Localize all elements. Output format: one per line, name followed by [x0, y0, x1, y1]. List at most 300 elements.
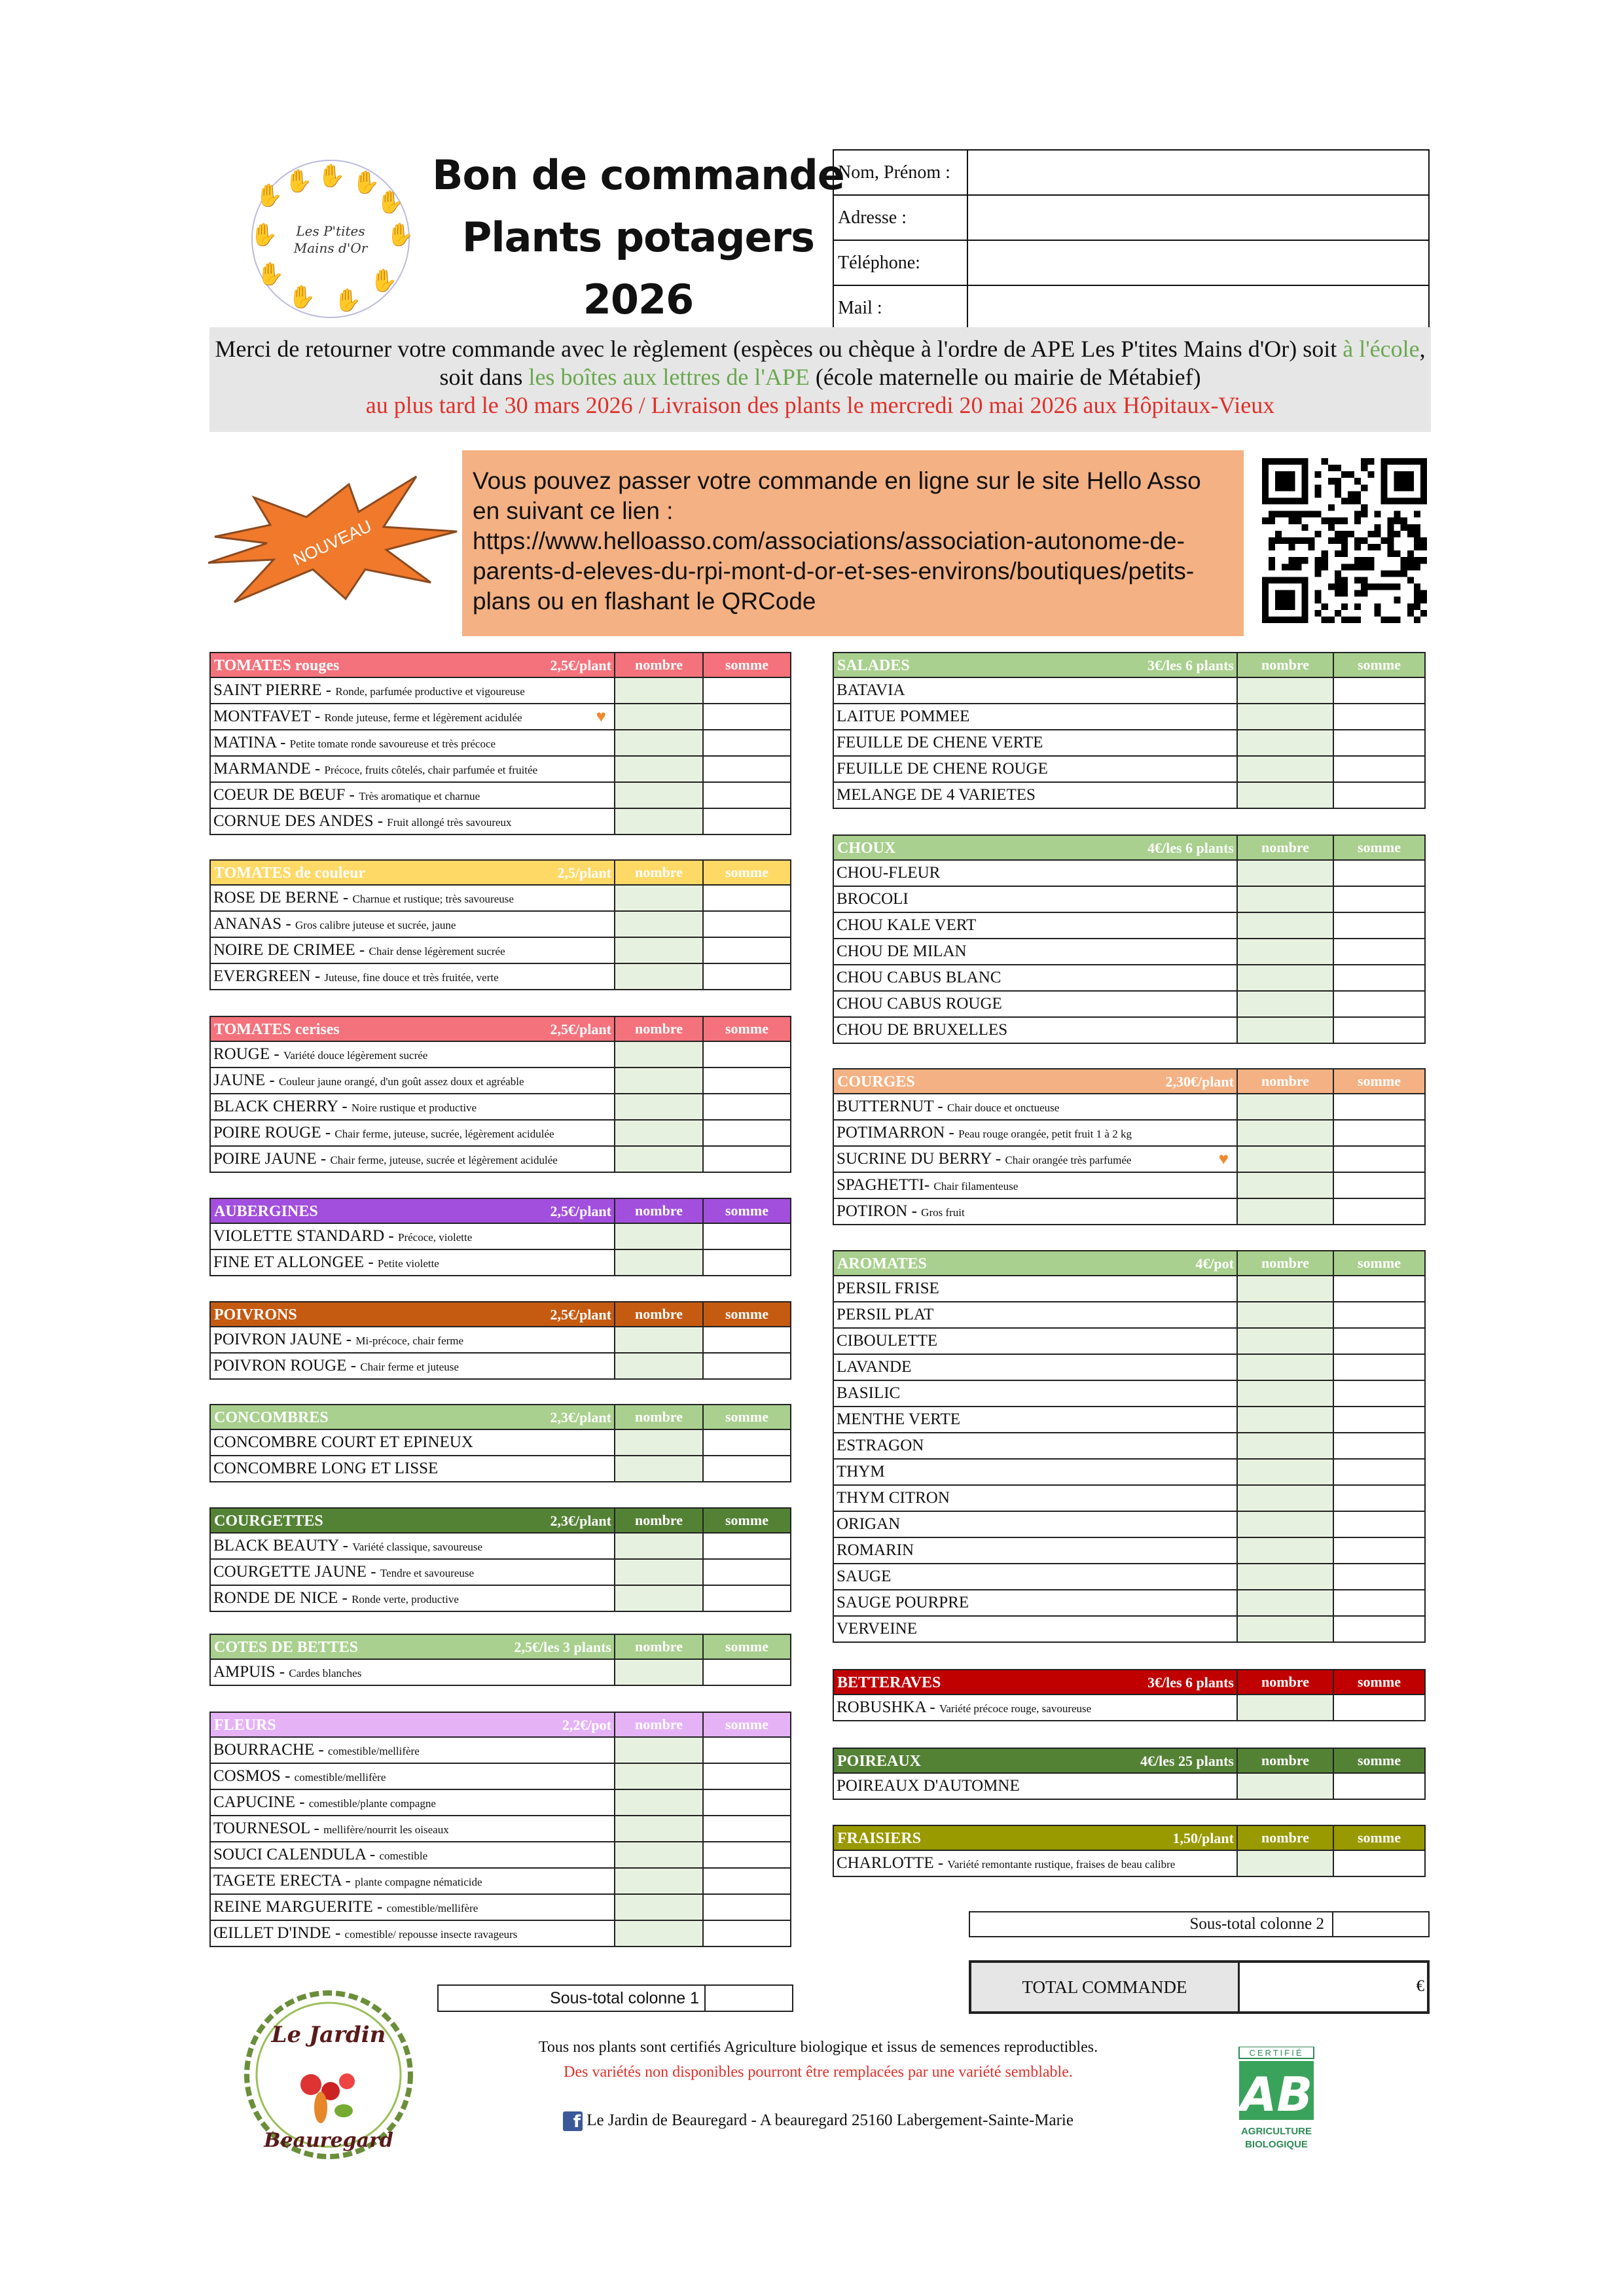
- product-name: MENTHE VERTE: [837, 1410, 960, 1428]
- product-row: [833, 991, 1425, 1017]
- quantity-input[interactable]: [615, 1816, 703, 1842]
- product-name: SAINT PIERRE -: [213, 681, 336, 699]
- quantity-input[interactable]: [1237, 756, 1333, 782]
- product-name: CHOU CABUS ROUGE: [837, 995, 1002, 1013]
- product-name: LAITUE POMMEE: [837, 708, 970, 725]
- product-row: [210, 1120, 791, 1146]
- product-name-cell: [833, 1616, 1237, 1642]
- quantity-input[interactable]: [615, 885, 703, 911]
- sum-cell[interactable]: [703, 808, 791, 834]
- sum-cell[interactable]: [1333, 1198, 1425, 1225]
- qr-module: [1407, 564, 1414, 570]
- title-line-2: Plants potagers: [461, 213, 815, 261]
- product-name-cell: [210, 911, 615, 937]
- nombre-header: nombre: [615, 1712, 703, 1737]
- somme-header: somme: [1333, 653, 1425, 677]
- quantity-input[interactable]: [615, 1659, 703, 1685]
- qr-module: [1335, 478, 1341, 484]
- quantity-input[interactable]: [615, 1868, 703, 1894]
- nombre-header: nombre: [615, 1016, 703, 1041]
- quantity-input[interactable]: [1237, 1094, 1333, 1120]
- ab-biologique: BIOLOGIQUE: [1245, 2139, 1308, 2150]
- sum-cell[interactable]: [1333, 1485, 1425, 1511]
- product-row: [833, 965, 1425, 991]
- product-name: POIRE JAUNE -: [213, 1150, 331, 1168]
- quantity-input[interactable]: [1237, 965, 1333, 991]
- quantity-input[interactable]: [1237, 1511, 1333, 1537]
- product-row: [210, 963, 791, 990]
- product-row: [833, 1302, 1425, 1328]
- qr-module: [1361, 458, 1367, 465]
- sum-cell[interactable]: [703, 1429, 791, 1456]
- quantity-input[interactable]: [1237, 939, 1333, 965]
- quantity-input[interactable]: [1237, 1616, 1333, 1642]
- sum-cell[interactable]: [703, 1585, 791, 1611]
- quantity-input[interactable]: [615, 1146, 703, 1172]
- quantity-input[interactable]: [1237, 1433, 1333, 1459]
- quantity-input[interactable]: [1237, 1198, 1333, 1225]
- jardin-beauregard-logo: [239, 1986, 419, 2163]
- quantity-input[interactable]: [615, 730, 703, 756]
- quantity-input[interactable]: [1237, 1380, 1333, 1407]
- quantity-input[interactable]: [1237, 782, 1333, 808]
- quantity-input[interactable]: [615, 1223, 703, 1249]
- product-row: [210, 937, 791, 963]
- product-name-cell: [210, 1094, 615, 1120]
- qr-module: [1341, 617, 1348, 623]
- quantity-input[interactable]: [1237, 1590, 1333, 1616]
- sum-cell[interactable]: [703, 1816, 791, 1842]
- quantity-input[interactable]: [1237, 912, 1333, 939]
- qr-module: [1282, 564, 1288, 570]
- qr-module: [1295, 564, 1301, 570]
- notice-part1: Merci de retourner votre commande avec le règlement (espèces ou chèque à l'ordre de APE Les P'tites Mains d'Or) soit: [215, 336, 1343, 362]
- mail-field[interactable]: [967, 285, 1429, 331]
- nombre-header: nombre: [615, 653, 703, 677]
- quantity-input[interactable]: [1237, 1146, 1333, 1172]
- quantity-input[interactable]: [1237, 1407, 1333, 1433]
- section-betteraves: [833, 1669, 1426, 1721]
- product-name-cell: [210, 1429, 615, 1456]
- product-row: [210, 1429, 791, 1456]
- section-title: POIREAUX: [837, 1753, 922, 1770]
- sum-cell[interactable]: [703, 885, 791, 911]
- quantity-input[interactable]: [615, 1067, 703, 1094]
- quantity-input[interactable]: [1237, 1328, 1333, 1354]
- quantity-input[interactable]: [1237, 704, 1333, 730]
- sum-cell[interactable]: [1333, 860, 1425, 886]
- qr-module: [1301, 524, 1308, 531]
- product-name-cell: [210, 1920, 615, 1946]
- somme-header: somme: [703, 860, 791, 885]
- section-title: CHOUX: [837, 840, 896, 857]
- quantity-input[interactable]: [1237, 730, 1333, 756]
- qr-module: [1341, 577, 1348, 583]
- qr-module: [1401, 518, 1407, 524]
- sum-cell[interactable]: [1333, 1380, 1425, 1407]
- quantity-input[interactable]: [1237, 1537, 1333, 1564]
- quantity-input[interactable]: [1237, 886, 1333, 912]
- product-name: CHOU-FLEUR: [837, 864, 941, 882]
- product-name: LAVANDE: [837, 1358, 912, 1376]
- product-name-cell: [210, 677, 615, 704]
- sum-cell[interactable]: [703, 1868, 791, 1894]
- sum-cell[interactable]: [703, 911, 791, 937]
- sum-cell[interactable]: [703, 1120, 791, 1146]
- qr-module: [1420, 537, 1427, 544]
- sum-cell[interactable]: [703, 756, 791, 782]
- product-name: POIVRON JAUNE -: [213, 1331, 356, 1348]
- sum-cell[interactable]: [1333, 965, 1425, 991]
- product-name: BLACK BEAUTY -: [213, 1537, 353, 1554]
- sum-cell[interactable]: [703, 704, 791, 730]
- qr-module: [1269, 537, 1275, 544]
- sum-cell[interactable]: [1333, 1017, 1425, 1043]
- qr-module: [1315, 511, 1322, 518]
- sum-cell[interactable]: [703, 1146, 791, 1172]
- sum-cell[interactable]: [1333, 1564, 1425, 1590]
- sum-cell[interactable]: [1333, 1459, 1425, 1485]
- quantity-input[interactable]: [1237, 1564, 1333, 1590]
- section-title-cell: [833, 653, 1237, 677]
- sum-cell[interactable]: [1333, 1850, 1425, 1876]
- online-order-text: Vous pouvez passer votre commande en ligne sur le site Hello Asso en suivant ce lien : https://www.helloasso.com/associations/association-autonome-de-parents-d-eleves-du-rpi-mont-d-or-et-ses-environs/boutiques/petits-plans ou en flashant le QRCode: [473, 467, 1201, 615]
- sum-cell[interactable]: [1333, 991, 1425, 1017]
- product-description: comestible/mellifère: [294, 1771, 386, 1784]
- sum-cell[interactable]: [1333, 756, 1425, 782]
- title-line-1: Bon de commande: [432, 151, 844, 199]
- quantity-input[interactable]: [615, 677, 703, 704]
- product-row: [833, 730, 1425, 756]
- quantity-input[interactable]: [1237, 677, 1333, 704]
- product-row: [210, 677, 791, 704]
- substitution-note: Des variétés non disponibles pourront être remplacées par une variété semblable.: [564, 2064, 1073, 2081]
- product-description: Chair ferme et juteuse: [360, 1361, 459, 1373]
- sum-cell[interactable]: [1333, 1773, 1425, 1799]
- name-field[interactable]: [967, 150, 1429, 195]
- qr-module: [1394, 531, 1401, 537]
- qr-module: [1420, 544, 1427, 550]
- product-name-cell: [210, 1456, 615, 1482]
- qr-module: [1420, 597, 1427, 603]
- product-name-cell: [210, 1789, 615, 1816]
- qr-code[interactable]: [1260, 458, 1429, 623]
- quantity-input[interactable]: [615, 1920, 703, 1946]
- sum-cell[interactable]: [703, 1763, 791, 1789]
- sum-cell[interactable]: [703, 1894, 791, 1920]
- sum-cell[interactable]: [1333, 782, 1425, 808]
- qr-module: [1295, 557, 1301, 564]
- section-title: FRAISIERS: [837, 1830, 922, 1847]
- producer-address: [458, 2111, 1178, 2131]
- sum-cell[interactable]: [703, 1737, 791, 1763]
- qr-module: [1328, 518, 1335, 524]
- product-name-cell: [833, 730, 1237, 756]
- quantity-input[interactable]: [1237, 1773, 1333, 1799]
- quantity-input[interactable]: [1237, 1017, 1333, 1043]
- sum-cell[interactable]: [703, 1327, 791, 1353]
- quantity-input[interactable]: [615, 1894, 703, 1920]
- section-salades: [833, 652, 1426, 809]
- sum-cell[interactable]: [703, 1041, 791, 1067]
- product-row: [833, 782, 1425, 808]
- qr-module: [1335, 491, 1341, 497]
- product-name-cell: [210, 730, 615, 756]
- quantity-input[interactable]: [615, 1737, 703, 1763]
- product-description: Très aromatique et charnue: [359, 790, 480, 802]
- product-description: Chair ferme, juteuse, sucrée et légèrement acidulée: [330, 1154, 558, 1166]
- quantity-input[interactable]: [1237, 1485, 1333, 1511]
- qr-module: [1407, 610, 1414, 617]
- quantity-input[interactable]: [615, 1789, 703, 1816]
- qr-module: [1315, 491, 1322, 497]
- notice-part3: , soit dans: [439, 336, 1426, 390]
- qr-module: [1354, 518, 1361, 524]
- sum-cell[interactable]: [703, 1559, 791, 1585]
- qr-module: [1341, 564, 1348, 570]
- quantity-input[interactable]: [1237, 1302, 1333, 1328]
- section-header: [833, 1069, 1425, 1094]
- somme-header: somme: [703, 653, 791, 677]
- qr-module: [1354, 491, 1361, 497]
- product-row: [210, 1789, 791, 1816]
- quantity-input[interactable]: [615, 704, 703, 730]
- sum-cell[interactable]: [703, 730, 791, 756]
- sum-cell[interactable]: [1333, 1120, 1425, 1146]
- quantity-input[interactable]: [615, 1249, 703, 1276]
- product-name-cell: [833, 1172, 1237, 1198]
- quantity-input[interactable]: [615, 963, 703, 990]
- product-name-cell: [210, 1559, 615, 1585]
- qr-module: [1407, 603, 1414, 610]
- product-name: POIVRON ROUGE -: [213, 1357, 361, 1374]
- section-title-cell: [210, 1508, 615, 1533]
- quantity-input[interactable]: [615, 782, 703, 808]
- sum-cell[interactable]: [703, 1094, 791, 1120]
- svg-text:✋: ✋: [255, 183, 283, 209]
- quantity-input[interactable]: [615, 756, 703, 782]
- sum-cell[interactable]: [1333, 1616, 1425, 1642]
- qr-module: [1394, 518, 1401, 524]
- sum-cell[interactable]: [703, 782, 791, 808]
- quantity-input[interactable]: [615, 1842, 703, 1868]
- qr-module: [1367, 458, 1374, 465]
- product-name-cell: [833, 782, 1237, 808]
- product-description: Gros fruit: [921, 1206, 965, 1219]
- sum-cell[interactable]: [703, 1456, 791, 1482]
- nombre-header: nombre: [1237, 1748, 1333, 1773]
- quantity-input[interactable]: [615, 1456, 703, 1482]
- product-name-cell: [210, 1816, 615, 1842]
- qr-module: [1288, 544, 1295, 550]
- svg-text:✋: ✋: [386, 222, 414, 248]
- quantity-input[interactable]: [1237, 1276, 1333, 1302]
- sum-cell[interactable]: [703, 677, 791, 704]
- qr-finder: [1275, 471, 1295, 491]
- sum-cell[interactable]: [1333, 1537, 1425, 1564]
- section-title: SALADES: [837, 657, 910, 674]
- quantity-input[interactable]: [615, 1429, 703, 1456]
- quantity-input[interactable]: [1237, 1172, 1333, 1198]
- quantity-input[interactable]: [1237, 1120, 1333, 1146]
- product-name-cell: [833, 886, 1237, 912]
- sum-cell[interactable]: [1333, 1433, 1425, 1459]
- section-title-cell: [210, 1405, 615, 1429]
- product-row: [833, 1328, 1425, 1354]
- sum-cell[interactable]: [1333, 1407, 1425, 1433]
- quantity-input[interactable]: [615, 1327, 703, 1353]
- quantity-input[interactable]: [1237, 1354, 1333, 1380]
- sum-cell[interactable]: [1333, 1094, 1425, 1120]
- qr-module: [1348, 617, 1354, 623]
- quantity-input[interactable]: [615, 1041, 703, 1067]
- product-name: BROCOLI: [837, 890, 909, 908]
- sum-cell[interactable]: [1333, 1328, 1425, 1354]
- product-description: comestible/mellifère: [386, 1902, 478, 1914]
- sum-cell[interactable]: [703, 1353, 791, 1379]
- section-price: 3€/les 6 plants: [1147, 1674, 1234, 1691]
- qr-module: [1301, 557, 1308, 564]
- sum-cell[interactable]: [1333, 886, 1425, 912]
- product-row: [210, 1559, 791, 1585]
- product-name: MONTFAVET -: [213, 708, 325, 725]
- sum-cell[interactable]: [1333, 730, 1425, 756]
- product-description: Couleur jaune orangé, d'un goût assez doux et agréable: [279, 1075, 524, 1088]
- product-name-cell: [833, 1433, 1237, 1459]
- sum-cell[interactable]: [1333, 677, 1425, 704]
- qr-module: [1328, 537, 1335, 544]
- product-name-cell: [210, 1041, 615, 1067]
- quantity-input[interactable]: [615, 1559, 703, 1585]
- section-title-cell: [210, 653, 615, 677]
- sum-cell[interactable]: [1333, 1276, 1425, 1302]
- product-row: [833, 1276, 1425, 1302]
- sum-cell[interactable]: [1333, 704, 1425, 730]
- product-name: ROMARIN: [837, 1541, 914, 1559]
- qr-module: [1414, 511, 1420, 518]
- qr-module: [1328, 465, 1335, 471]
- sum-cell[interactable]: [1333, 1354, 1425, 1380]
- svg-text:✋: ✋: [352, 170, 380, 196]
- quantity-input[interactable]: [615, 1585, 703, 1611]
- qr-module: [1388, 537, 1394, 544]
- qr-module: [1354, 537, 1361, 544]
- quantity-input[interactable]: [615, 808, 703, 834]
- sum-cell[interactable]: [1333, 1511, 1425, 1537]
- qr-module: [1322, 617, 1328, 623]
- product-name: POTIMARRON -: [837, 1124, 959, 1141]
- product-name: CHOU KALE VERT: [837, 916, 977, 934]
- address-field[interactable]: [967, 195, 1429, 240]
- product-row: [210, 1894, 791, 1920]
- product-row: [210, 730, 791, 756]
- quantity-input[interactable]: [615, 1353, 703, 1379]
- qr-module: [1414, 617, 1420, 623]
- quantity-input[interactable]: [1237, 991, 1333, 1017]
- sum-cell[interactable]: [1333, 939, 1425, 965]
- quantity-input[interactable]: [615, 911, 703, 937]
- quantity-input[interactable]: [615, 1094, 703, 1120]
- section-courgettes: [209, 1507, 791, 1612]
- quantity-input[interactable]: [1237, 860, 1333, 886]
- product-description: Chair douce et onctueuse: [947, 1102, 1060, 1114]
- section-title: POIVRONS: [214, 1306, 297, 1323]
- qr-module: [1282, 537, 1288, 544]
- product-name: ROBUSHKA -: [837, 1698, 939, 1716]
- sum-cell[interactable]: [703, 1659, 791, 1685]
- product-description: Chair filamenteuse: [933, 1180, 1019, 1193]
- sum-cell[interactable]: [703, 937, 791, 963]
- sum-cell[interactable]: [703, 963, 791, 990]
- product-name-cell: [210, 1842, 615, 1868]
- quantity-input[interactable]: [615, 1120, 703, 1146]
- qr-module: [1367, 557, 1374, 564]
- product-name-cell: [210, 704, 615, 730]
- quantity-input[interactable]: [1237, 1695, 1333, 1721]
- sum-cell[interactable]: [703, 1842, 791, 1868]
- sum-cell[interactable]: [1333, 1302, 1425, 1328]
- quantity-input[interactable]: [615, 1533, 703, 1559]
- product-name-cell: [833, 1850, 1237, 1876]
- qr-module: [1275, 511, 1282, 518]
- product-name: SUCRINE DU BERRY -: [837, 1150, 1005, 1168]
- phone-label: Téléphone:: [833, 240, 967, 285]
- product-description: comestible/ repousse insecte ravageurs: [344, 1928, 518, 1941]
- sum-cell[interactable]: [703, 1249, 791, 1276]
- product-name: MELANGE DE 4 VARIETES: [837, 786, 1036, 804]
- quantity-input[interactable]: [615, 1763, 703, 1789]
- sum-cell[interactable]: [703, 1789, 791, 1816]
- product-row: [833, 1850, 1425, 1876]
- product-description: Chair ferme, juteuse, sucrée, légèrement acidulée: [334, 1128, 554, 1140]
- somme-header: somme: [1333, 1670, 1425, 1695]
- sum-cell[interactable]: [703, 1533, 791, 1559]
- qr-module: [1361, 537, 1367, 544]
- quantity-input[interactable]: [615, 937, 703, 963]
- product-description: Précoce, violette: [397, 1231, 473, 1244]
- product-description: mellifère/nourrit les oiseaux: [323, 1823, 449, 1836]
- somme-header: somme: [703, 1016, 791, 1041]
- sum-cell[interactable]: [703, 1067, 791, 1094]
- subtotal-column-1: [437, 1984, 793, 2012]
- sum-cell[interactable]: [1333, 912, 1425, 939]
- product-name-cell: [833, 1773, 1237, 1799]
- sum-cell[interactable]: [703, 1223, 791, 1249]
- subtotal-2-label: Sous-total colonne 2: [970, 1912, 1333, 1936]
- product-name-cell: [833, 1511, 1237, 1537]
- nombre-header: nombre: [615, 1198, 703, 1223]
- sum-cell[interactable]: [1333, 1695, 1425, 1721]
- qr-module: [1341, 584, 1348, 590]
- qr-module: [1335, 518, 1341, 524]
- somme-header: somme: [1333, 1069, 1425, 1094]
- sum-cell[interactable]: [1333, 1146, 1425, 1172]
- sum-cell[interactable]: [1333, 1590, 1425, 1616]
- product-row: [210, 1327, 791, 1353]
- sum-cell[interactable]: [703, 1920, 791, 1946]
- quantity-input[interactable]: [1237, 1459, 1333, 1485]
- section-title-cell: [833, 1670, 1237, 1695]
- qr-module: [1301, 537, 1308, 544]
- quantity-input[interactable]: [1237, 1850, 1333, 1876]
- product-name: CAPUCINE -: [213, 1793, 309, 1811]
- nombre-header: nombre: [615, 1405, 703, 1429]
- facebook-icon[interactable]: f: [563, 2111, 583, 2131]
- sum-cell[interactable]: [1333, 1172, 1425, 1198]
- phone-field[interactable]: [967, 240, 1429, 285]
- qr-module: [1388, 524, 1394, 531]
- qr-module: [1275, 531, 1282, 537]
